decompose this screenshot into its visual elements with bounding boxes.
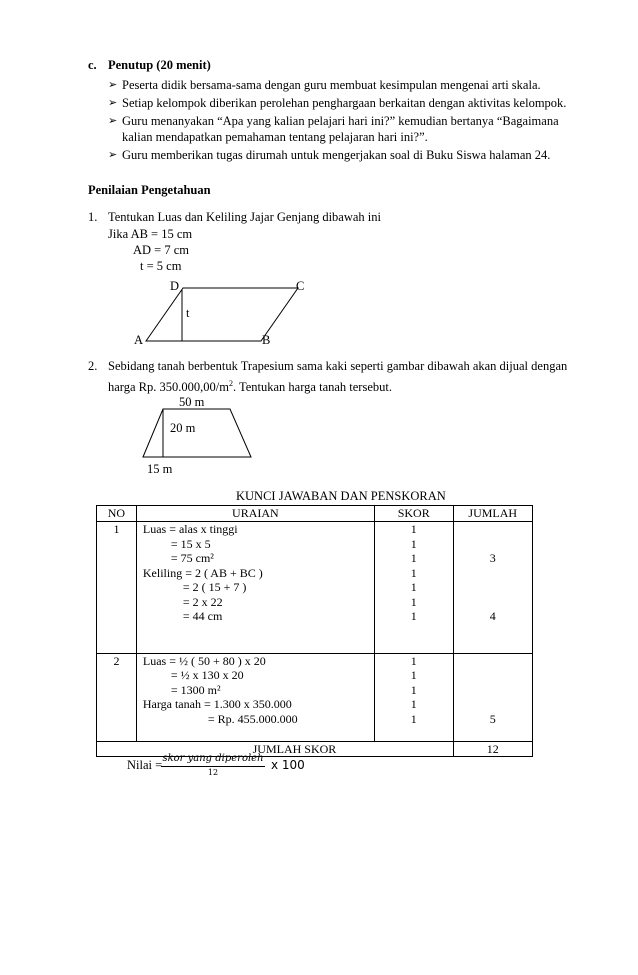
total-value: 12	[453, 741, 532, 757]
row-number: 2	[97, 653, 137, 741]
fraction-numerator: skor yang diperoleh	[162, 753, 264, 764]
trapezoid-height-label: 20 m	[170, 421, 196, 435]
given-ab: Jika AB = 15 cm	[108, 227, 193, 241]
table-header-row	[97, 506, 533, 522]
nilai-multiplier: x 100	[271, 758, 305, 772]
nilai-label: Nilai =	[127, 758, 163, 772]
answer-key-table	[96, 505, 533, 757]
table-row	[97, 522, 533, 654]
bullet-text: Setiap kelompok diberikan perolehan penghargaan berkaitan dengan aktivitas kelompok.	[122, 96, 567, 110]
question-number: 2.	[88, 359, 98, 373]
question-text: Sebidang tanah berbentuk Trapesium sama kaki seperti gambar dibawah akan dijual dengan	[108, 359, 568, 373]
total-label: JUMLAH SKOR	[136, 741, 453, 757]
header-skor: SKOR	[374, 506, 453, 522]
bullet-text: Guru menanyakan “Apa yang kalian pelajari hari ini?” kemudian bertanya “Bagaimana	[122, 114, 559, 128]
nilai-fraction	[161, 753, 265, 777]
fraction-denominator: 12	[207, 768, 219, 777]
row-uraian: Luas = alas x tinggi = 15 x 5 = 75 cm² Keliling = 2 ( AB + BC ) = 2 ( 15 + 7 ) = 2 x 22 = 44 cm	[136, 522, 374, 654]
question-text: Tentukan Luas dan Keliling Jajar Genjang dibawah ini	[108, 210, 382, 224]
height-label-t: t	[186, 306, 190, 320]
bullet-arrow-icon: ➢	[108, 97, 118, 109]
bullet-text: Peserta didik bersama-sama dengan guru membuat kesimpulan mengenai arti skala.	[122, 78, 541, 92]
bullet-arrow-icon: ➢	[108, 115, 118, 127]
vertex-label-b: B	[262, 333, 271, 347]
vertex-label-d: D	[170, 279, 180, 293]
trapezoid-top-label: 50 m	[179, 395, 205, 409]
row-number: 1	[97, 522, 137, 654]
bullet-arrow-icon: ➢	[108, 79, 118, 91]
trapezoid-side-label: 15 m	[147, 462, 173, 476]
row-skor: 1 1 1 1 1 1 1	[374, 522, 453, 654]
section-heading-penilaian: Penilaian Pengetahuan	[88, 183, 211, 197]
bullet-text-continued: kalian mendapatkan pemahaman tentang pelajaran hari ini?”.	[122, 130, 428, 144]
answer-key-title: KUNCI JAWABAN DAN PENSKORAN	[236, 489, 446, 503]
section-letter: c.	[88, 58, 97, 72]
section-heading-penutup: Penutup (20 menit)	[108, 58, 211, 72]
header-uraian: URAIAN	[136, 506, 374, 522]
row-jumlah: 5	[453, 653, 532, 741]
question-text-line2: harga Rp. $350.000,00/m^2$. Tentukan harga tanah tersebut.	[108, 379, 392, 395]
row-skor: 1 1 1 1 1	[374, 653, 453, 741]
bullet-text: Guru memberikan tugas dirumah untuk mengerjakan soal di Buku Siswa halaman 24.	[122, 148, 551, 162]
given-ad: AD = 7 cm	[133, 243, 189, 257]
bullet-arrow-icon: ➢	[108, 149, 118, 161]
row-uraian: Luas = ½ ( 50 + 80 ) x 20 = ½ x 130 x 20 = 1300 m² Harga tanah = 1.300 x 350.000 = Rp. 455.000.000	[136, 653, 374, 741]
question-number: 1.	[88, 210, 98, 224]
vertex-label-c: C	[296, 279, 305, 293]
header-no: NO	[97, 506, 137, 522]
row-jumlah: 3 4	[453, 522, 532, 654]
table-row	[97, 653, 533, 741]
given-t: t = 5 cm	[140, 259, 182, 273]
vertex-label-a: A	[134, 333, 144, 347]
header-jumlah: JUMLAH	[453, 506, 532, 522]
